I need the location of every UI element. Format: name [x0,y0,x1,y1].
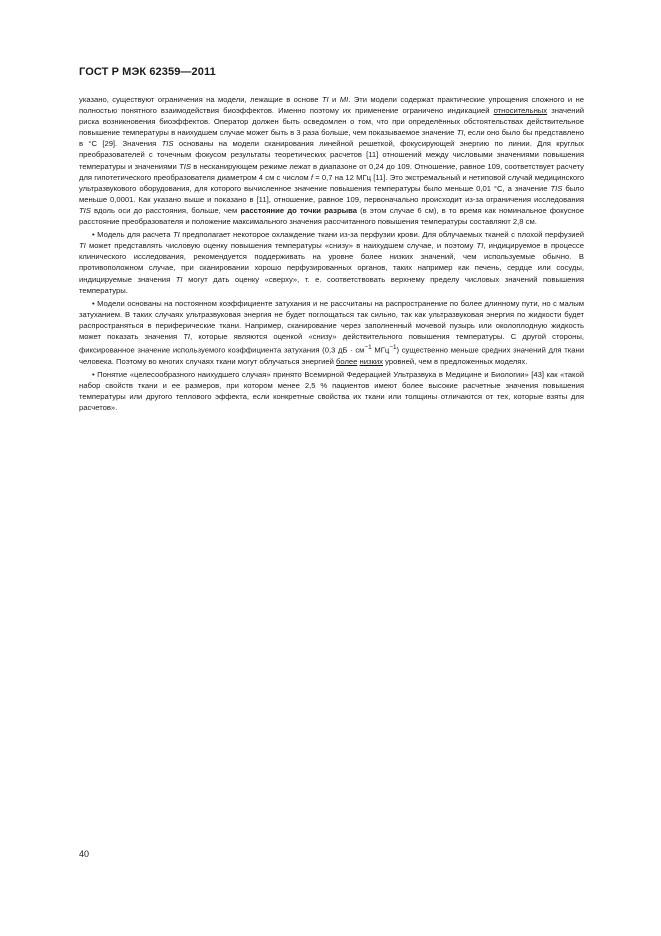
document-header: ГОСТ Р МЭК 62359—2011 [79,66,216,78]
page-number: 40 [79,849,90,859]
body-text [79,94,584,415]
paragraph-worst-case: • Понятие «целесообразного наихудшего случая» принято Всемирной Федерацией Ультразвука в Медицине и Биологии» [43] как «такой набор свойств ткани и ее размеров, при котором менее 2,5 % пациентов имеют более высокие расчетные значения повышения температуры или другого теплового эффекта, если конкретные свойства их ткани или толщины отличаются от тех, которые взяты для расчетов». [79,369,584,413]
paragraph-attenuation: • Модели основаны на постоянном коэффициенте затухания и не рассчитаны на распространение по более длинному пути, но с малым затуханием. В таких случаях ультразвуковая энергия не будет поглощаться так сильно, так как ультразвуковая энергия по жидкости будет распространяться в периферические ткани. Например, сканирование через заполненный мочевой пузырь или околоплодную жидкость может показать значения TI, которые являются оценкой «снизу» действительного повышения температуры. С другой стороны, фиксированное значение используемого коэффициента затухания (0,3 дБ · $см^{-1}$ МГц$^{-1}$) существенно меньше средних значений для ткани человека. Поэтому во многих случаях ткани могут облучаться энергией более низких уровней, чем в предложенных моделях. [79,298,584,366]
paragraph-model-limitations: указано, существуют ограничения на модели, лежащие в основе TI и MI. Эти модели содержат практические упрощения сложного и не полностью понятного взаимодействия биоэффектов. Именно поэтому их применение ограничено индикацией относительных значений риска возникновения биоэффектов. Оператор должен быть осведомлен о том, что при определённых обстоятельствах действительное повышение температуры в наихудшем случае может быть в 3 раза больше, чем показываемое значение TI, если оно было бы представлено в °С [29]. Значения TIS основаны на модели сканирования линейной решеткой, фокусирующей энергию по линии. Для круглых преобразователей с точечным фокусом результаты теоретических расчетов [11] отношений между числовыми значениями повышения температуры и значениями TIS в несканирующем режиме лежат в диапазоне от 0,24 до 109. Отношение, равное 109, соответствует расчету для гипотетического преобразователя диаметром 4 см с числом f = 0,7 на 12 МГц [11]. Это экстремальный и нетиповой случай медицинского ультразвукового оборудования, для которого вычисленное значение повышения температуры было меньше 0,01 °С, а значение TIS было меньше 0,0001. Как указано выше и показано в [11], отношение, равное 109, первоначально происходит из-за ограничения исследования TIS вдоль оси до расстояния, больше, чем расстояние до точки разрыва (в этом случае 6 см), в то время как номинальное фокусное расстояние преобразователя и положение максимального значения рассчитанного повышения температуры составляют 2,8 см. [79,95,585,227]
paragraph-perfusion: • Модель для расчета TI предполагает некоторое охлаждение ткани из-за перфузии крови. Для облучаемых тканей с плохой перфузией TI может представлять числовую оценку повышения температуры «снизу» в наихудшем случае, и поэтому TI, индицируемое в процессе клинического исследования, рекомендуется поддерживать на уровне более низких значений, чем используемые обычно. В противоположном случае, при сканировании хорошо перфузированных органов, таких например как печень, сердце или сосуды, индицируемые значения TI могут дать оценку «сверху», т. е. соответствовать верхнему пределу числовых значений повышения температуры. [79,230,585,295]
